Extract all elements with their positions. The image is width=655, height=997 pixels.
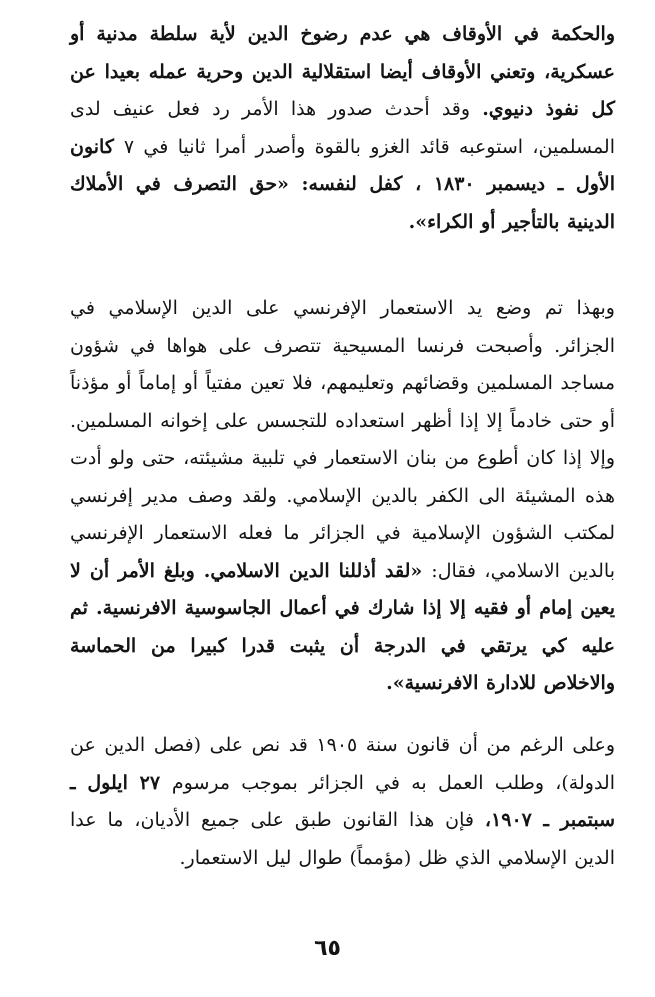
paragraph-2 <box>70 290 615 703</box>
paragraph-2-body: وبهذا تم وضع يد الاستعمار الإفرنسي على الدين الإسلامي في الجزائر. وأصبحت فرنسا المسيحية تتصرف على هواها في شؤون مساجد المسلمين وقضائهم وتعليمهم، فلا تعين مفتياً أو إماماً أو مؤذناً أو حتى خادماً إلا إذا أظهر استعداده للتجسس على إخوانه المسلمين. وإلا إذا كان أطوع من بنان الاستعمار في تلبية مشيئته، حتى ولو أدت هذه المشيئة الى الكفر بالدين الإسلامي. ولقد وصف مدير إفرنسي لمكتب الشؤون الإسلامية في الجزائر ما فعله الاستعمار الإفرنسي بالدين الاسلامي، فقال: <box>70 297 615 582</box>
paragraph-3-bold-date: ٢٧ ايلول ـ سبتمبر ـ ١٩٠٧، <box>70 771 615 831</box>
paragraph-3-opening: وعلى الرغم من أن قانون سنة ١٩٠٥ قد نص على (فصل الدين عن الدولة)، وطلب العمل به في الجزائر بموجب مرسوم <box>70 734 616 794</box>
paragraph-1-middle: وقد أحدث صدور هذا الأمر رد فعل عنيف لدى المسلمين، استوعبه قائد الغزو بالقوة وأصدر أمرا ثانيا في ٧ <box>70 98 616 158</box>
paragraph-1-bold-closing: كانون الأول ـ ديسمبر ١٨٣٠ ، كفل لنفسه: «حق التصرف في الأملاك الدينية بالتأجير أو الكراء». <box>70 135 616 233</box>
paragraph-2-bold-quote: «لقد أذللنا الدين الاسلامي. وبلغ الأمر أن لا يعين إمام أو فقيه إلا إذا شارك في أعمال الجاسوسية الافرنسية. ثم عليه كي يرتقي في الدرجة أن يثبت قدرا كبيرا من الحماسة والاخلاص للادارة الافرنسية». <box>70 559 615 694</box>
paragraph-1 <box>70 16 615 241</box>
paragraph-1-bold-opening: والحكمة في الأوقاف هي عدم رضوخ الدين لأية سلطة مدنية أو عسكرية، وتعني الأوقاف أيضا استقلالية الدين وحرية عمله بعيدا عن كل نفوذ دنيوي. <box>70 23 615 120</box>
paragraph-3 <box>70 727 615 877</box>
paragraph-3-closing: فإن هذا القانون طبق على جميع الأديان، ما عدا الدين الإسلامي الذي ظل (مؤمماً) طوال ليل الاستعمار. <box>70 809 615 869</box>
page-number: ٦٥ <box>314 936 341 961</box>
